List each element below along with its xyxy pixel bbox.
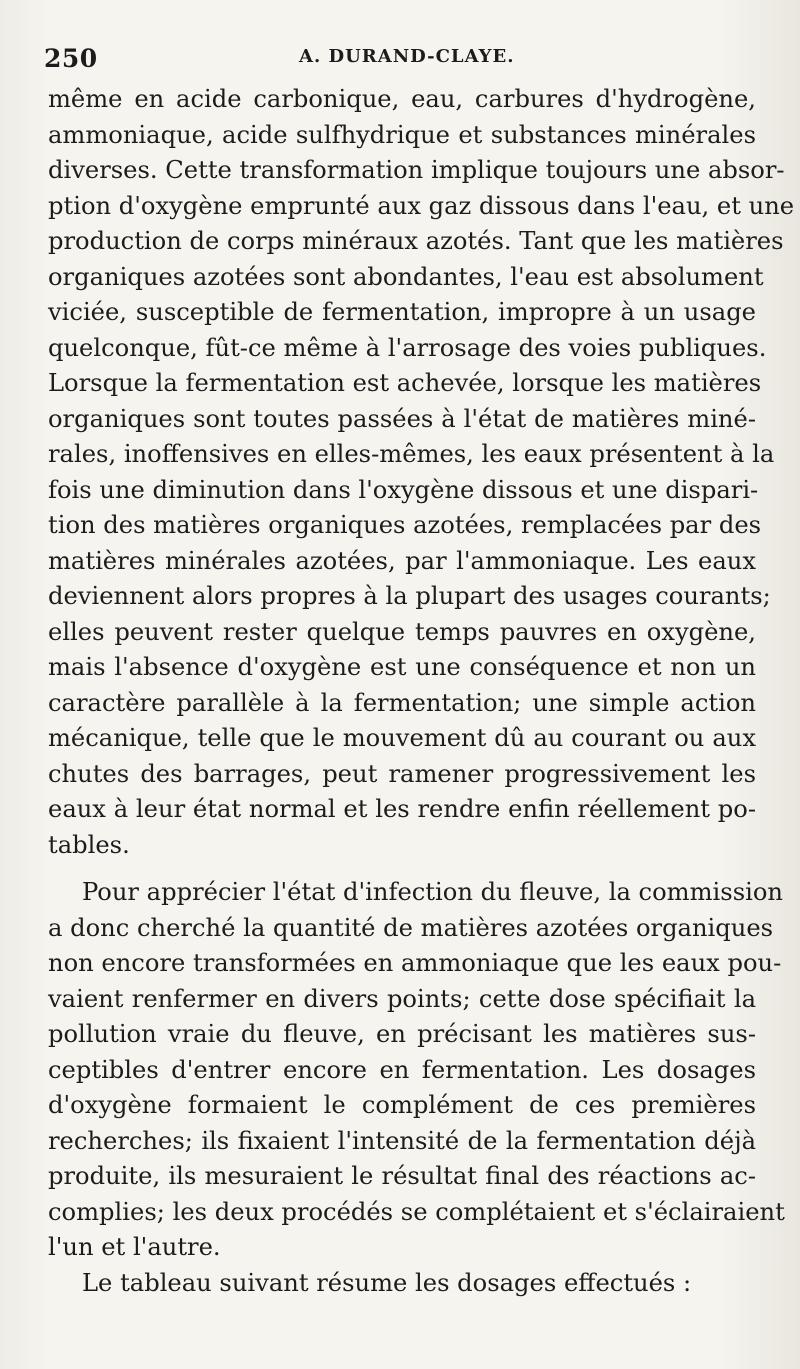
text-line: l'un et l'autre. — [48, 1233, 221, 1261]
text-line: elles peuvent rester quelque temps pauvres en oxygène, — [48, 617, 756, 646]
text-line: production de corps minéraux azotés. Tant que les matières — [48, 227, 784, 255]
text-line: caractère parallèle à la fermentation; une simple action — [48, 688, 756, 717]
text-line: rales, inoffensives en elles-mêmes, les eaux présentent à la — [48, 440, 775, 468]
text-line: organiques azotées sont abondantes, l'eau est absolument — [48, 262, 764, 291]
text-line: eaux à leur état normal et les rendre enfin réellement po- — [48, 795, 756, 823]
text-line: Pour apprécier l'état d'infection du fleuve, la commission — [82, 878, 783, 906]
text-line: produite, ils mesuraient le résultat final des réactions ac- — [48, 1162, 756, 1190]
text-line: d'oxygène formaient le complément de ces premières — [48, 1091, 756, 1119]
text-line: Lorsque la fermentation est achevée, lorsque les matières — [48, 369, 762, 397]
text-line: ammoniaque, acide sulfhydrique et substances minérales — [48, 120, 756, 149]
text-line: diverses. Cette transformation implique toujours une absor- — [48, 156, 785, 184]
text-line: matières minérales azotées, par l'ammoniaque. Les eaux — [48, 546, 756, 575]
text-line: non encore transformées en ammoniaque que les eaux pou- — [48, 949, 782, 977]
text-line: viciée, susceptible de fermentation, impropre à un usage — [48, 298, 756, 326]
paragraph-1 — [48, 82, 795, 863]
text-line: quelconque, fût-ce même à l'arrosage des voies publiques. — [48, 333, 767, 362]
text-line: mais l'absence d'oxygène est une conséquence et non un — [48, 653, 756, 681]
paragraph-3 — [48, 1266, 756, 1302]
text-line: même en acide carbonique, eau, carbures d'hydrogène, — [48, 85, 756, 113]
text-line: pollution vraie du fleuve, en précisant les matières sus- — [48, 1020, 756, 1048]
text-line: a donc cherché la quantité de matières azotées organiques — [48, 913, 774, 942]
text-line: chutes des barrages, peut ramener progressivement les — [48, 759, 756, 788]
text-line: ceptibles d'entrer encore en fermentation. Les dosages — [48, 1055, 756, 1084]
page-header — [44, 40, 756, 76]
running-head: A. DURAND-CLAYE. — [299, 46, 515, 67]
text-line: tion des matières organiques azotées, remplacées par des — [48, 511, 762, 539]
text-line: complies; les deux procédés se complétaient et s'éclairaient — [48, 1197, 785, 1226]
text-line: fois une diminution dans l'oxygène dissous et une dispari- — [48, 475, 759, 504]
text-line: tables. — [48, 830, 130, 859]
paragraph-2 — [48, 875, 785, 1266]
page-number: 250 — [44, 44, 98, 73]
text-line: deviennent alors propres à la plupart des usages courants; — [48, 582, 771, 610]
text-line: organiques sont toutes passées à l'état de matières miné- — [48, 404, 756, 433]
text-line: Le tableau suivant résume les dosages effectués : — [82, 1268, 692, 1297]
text-line: recherches; ils fixaient l'intensité de la fermentation déjà — [48, 1126, 756, 1155]
text-line: mécanique, telle que le mouvement dû au courant ou aux — [48, 724, 756, 752]
paragraph-gap — [48, 863, 756, 875]
text-line: ption d'oxygène emprunté aux gaz dissous dans l'eau, et une — [48, 191, 795, 220]
body-text — [48, 82, 795, 1301]
text-line: vaient renfermer en divers points; cette dose spécifiait la — [48, 984, 756, 1013]
